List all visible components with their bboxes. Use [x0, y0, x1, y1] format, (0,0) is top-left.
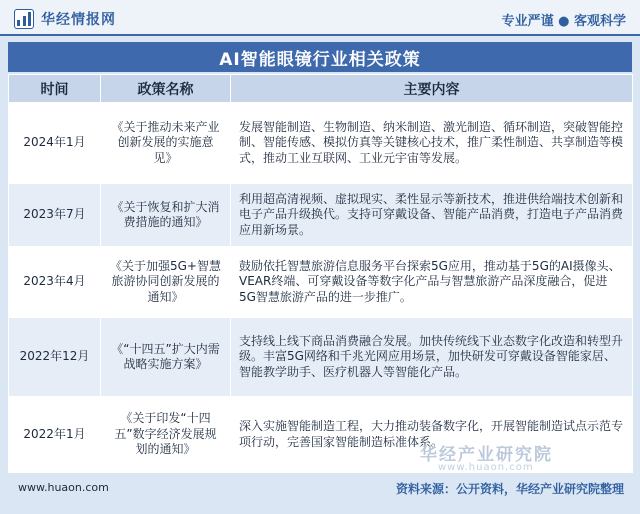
column-header-content: 主要内容: [231, 75, 633, 103]
table-row: [9, 184, 633, 247]
table-row: [9, 318, 633, 397]
page-header: [0, 0, 640, 36]
footer-source: 资料来源：公开资料，华经产业研究院整理: [395, 482, 624, 496]
row-content: 发展智能制造、生物制造、纳米制造、激光制造、循环制造，突破智能控制、智能传感、模拟仿真等关键核心技术，推广柔性制造、共享制造等模式，推动工业互联网、工业元宇宙等发展。: [231, 103, 633, 184]
row-date: 2023年7月: [9, 184, 101, 247]
row-date: 2023年4月: [9, 247, 101, 318]
table-header-row: [9, 75, 633, 103]
bar-chart-logo-icon: [14, 9, 34, 29]
row-date: 2022年12月: [9, 318, 101, 397]
slogan: 专业严谨 ● 客观科学: [501, 14, 626, 29]
row-date: 2022年1月: [9, 397, 101, 473]
row-content: 利用超高清视频、虚拟现实、柔性显示等新技术，推进供给端技术创新和电子产品升级换代。支持可穿戴设备、智能产品消费，打造电子产品消费应用新场景。: [231, 184, 633, 247]
row-policy: 《关于恢复和扩大消费措施的通知》: [101, 184, 231, 247]
brand: [14, 8, 116, 30]
brand-name: 华经情报网: [41, 12, 116, 28]
policy-table: [8, 74, 633, 473]
column-header-policy: 政策名称: [101, 75, 231, 103]
page-title: AI智能眼镜行业相关政策: [219, 49, 421, 70]
row-policy: 《“十四五”扩大内需战略实施方案》: [101, 318, 231, 397]
row-policy: 《关于印发“十四五”数字经济发展规划的通知》: [101, 397, 231, 473]
row-content: 支持线上线下商品消费融合发展。加快传统线下业态数字化改造和转型升级。丰富5G网络和千兆光网应用场景，加快研发可穿戴设备智能家居、智能教学助手、医疗机器人等智能化产品。: [231, 318, 633, 397]
table-row: [9, 247, 633, 318]
watermark-url: www.huaon.com: [438, 462, 534, 473]
row-content: 深入实施智能制造工程，大力推动装备数字化，开展智能制造试点示范专项行动，完善国家智能制造标准体系。: [231, 397, 633, 473]
row-content: 鼓励依托智慧旅游信息服务平台探索5G应用，推动基于5G的AI摄像头、VEAR终端、可穿戴设备等数字化产品与智慧旅游产品深度融合，促进5G智慧旅游产品的进一步推广。: [231, 247, 633, 318]
table-row: [9, 103, 633, 184]
row-policy: 《关于加强5G+智慧旅游协同创新发展的通知》: [101, 247, 231, 318]
watermark-text: 华经产业研究院: [420, 445, 553, 465]
column-header-date: 时间: [9, 75, 101, 103]
row-date: 2024年1月: [9, 103, 101, 184]
page-footer: [0, 474, 640, 514]
footer-url: www.huaon.com: [18, 481, 109, 494]
row-policy: 《关于推动未来产业创新发展的实施意见》: [101, 103, 231, 184]
title-bar: [8, 42, 632, 72]
